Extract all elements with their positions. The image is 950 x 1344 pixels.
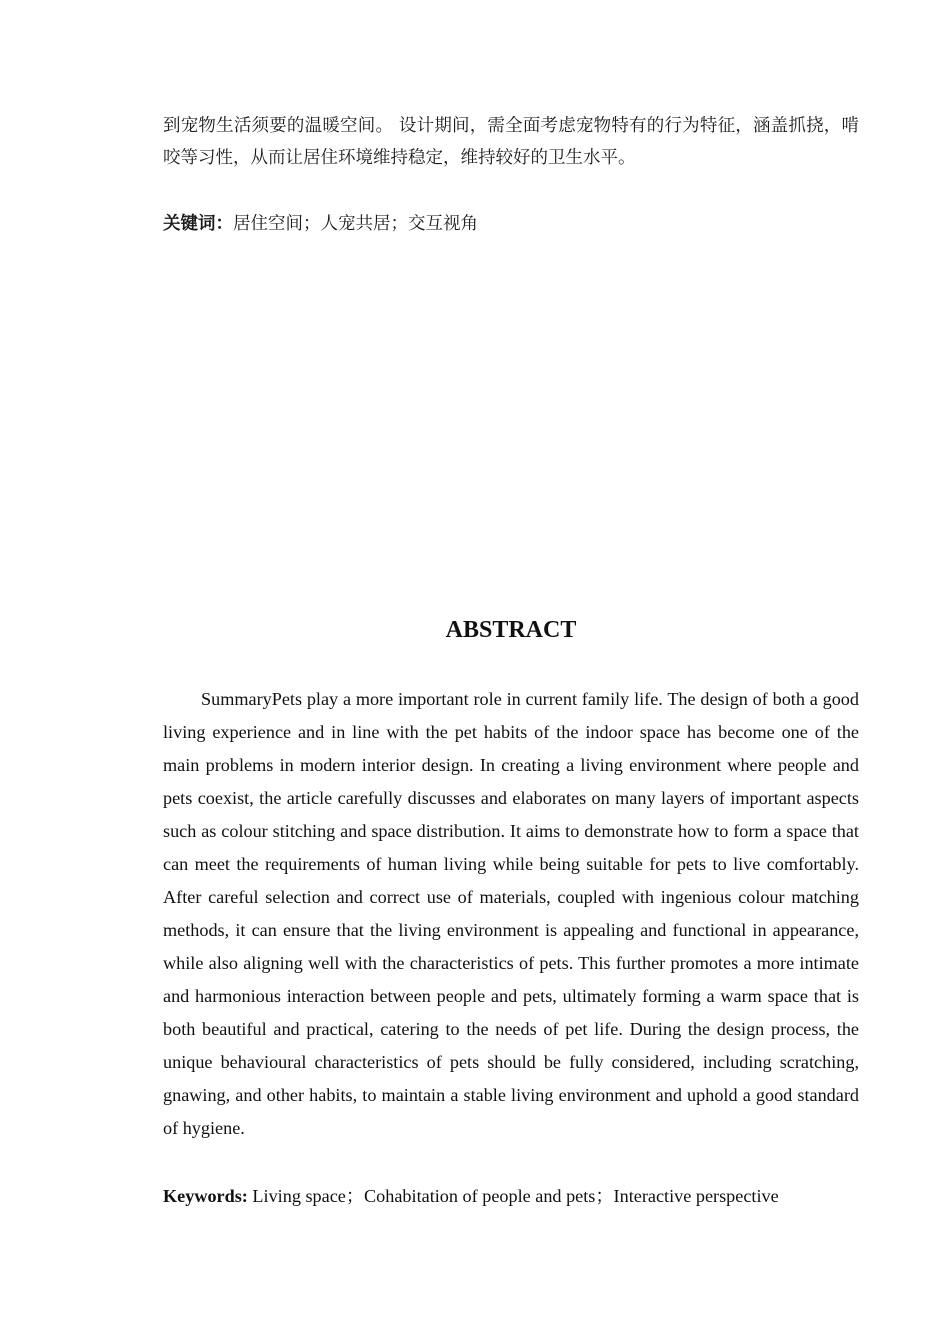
chinese-keywords-label: 关键词：	[163, 214, 233, 234]
english-keywords-value: Living space；Cohabitation of people and pets；Interactive perspective	[247, 1186, 779, 1206]
english-keywords-label: Keywords:	[163, 1186, 248, 1206]
chinese-abstract-paragraph: 到宠物生活须要的温暖空间。 设计期间，需全面考虑宠物特有的行为特征，涵盖抓挠，啃咬等习性，从而让居住环境维持稳定，维持较好的卫生水平。	[163, 116, 859, 168]
chinese-keywords-line	[163, 208, 859, 240]
english-abstract-paragraph: SummaryPets play a more important role in current family life. The design of both a good living experience and in line with the pet habits of the indoor space has become one of the main problems in modern interior design. In creating a living environment where people and pets coexist, the article carefully discusses and elaborates on many layers of important aspects such as colour stitching and space distribution. It aims to demonstrate how to form a space that can meet the requirements of human living while being suitable for pets to live comfortably. After careful selection and correct use of materials, coupled with ingenious colour matching methods, it can ensure that the living environment is appealing and functional in appearance, while also aligning well with the characteristics of pets. This further promotes a more intimate and harmonious interaction between people and pets, ultimately forming a warm space that is both beautiful and practical, catering to the needs of pet life. During the design process, the unique behavioural characteristics of pets should be fully considered, including scratching, gnawing, and other habits, to maintain a stable living environment and uphold a good standard of hygiene.	[163, 689, 859, 1138]
abstract-heading: ABSTRACT	[445, 617, 577, 643]
english-keywords-line	[163, 1180, 859, 1213]
chinese-keywords-value: 居住空间；人宠共居；交互视角	[233, 214, 478, 234]
